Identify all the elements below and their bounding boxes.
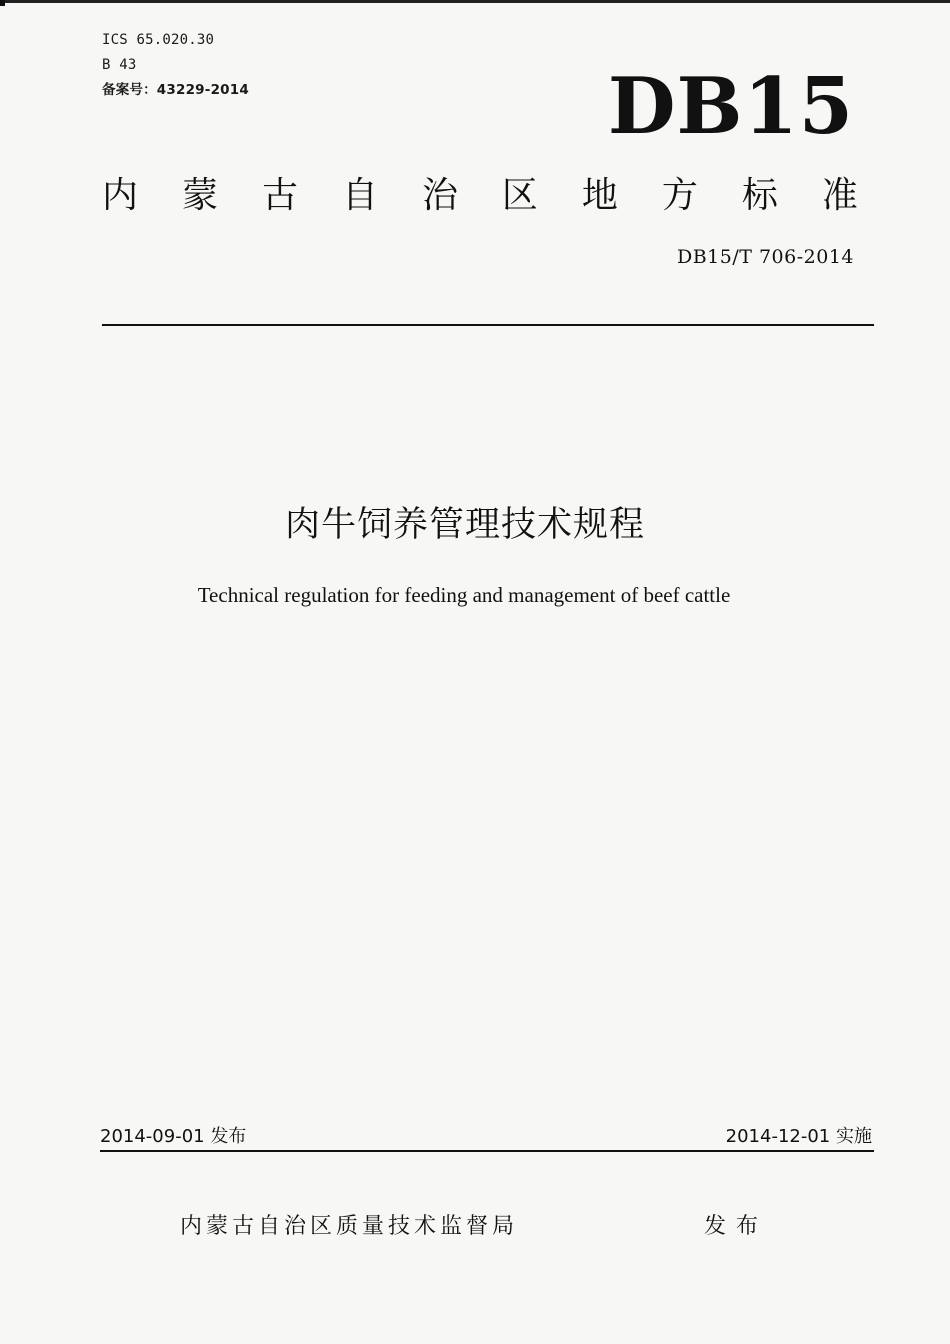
- standard-type-char: 内: [102, 175, 139, 216]
- issuing-authority: 内蒙古自治区质量技术监督局: [180, 1214, 519, 1239]
- effective-date: 2014-12-01 实施: [725, 1126, 872, 1147]
- classification-code: B 43: [102, 57, 137, 73]
- standard-type-char: 区: [501, 175, 538, 216]
- footer-divider: [100, 1150, 874, 1152]
- header-divider: [102, 324, 874, 326]
- standard-type-char: 准: [821, 175, 858, 216]
- standard-type-char: 治: [421, 175, 458, 216]
- scan-mark: [0, 0, 5, 6]
- standard-number: DB15/T 706-2014: [676, 246, 854, 268]
- standard-type-char: 自: [341, 175, 378, 216]
- issuer-action: 发布: [704, 1214, 769, 1239]
- standard-type-char: 地: [581, 175, 618, 216]
- standard-type-char: 蒙: [181, 175, 218, 216]
- ics-code: ICS 65.020.30: [102, 32, 215, 48]
- document-title-chinese: 肉牛饲养管理技术规程: [284, 505, 645, 545]
- document-title-english: Technical regulation for feeding and management of beef cattle: [197, 583, 731, 607]
- standard-type-heading: [102, 166, 858, 226]
- standard-type-char: 古: [261, 175, 298, 216]
- standard-type-char: 标: [741, 175, 778, 216]
- record-number: 备案号：43229-2014: [102, 82, 249, 98]
- standard-code-logo: DB15: [607, 61, 854, 152]
- scan-edge-top: [0, 0, 950, 3]
- standard-type-char: 方: [661, 175, 698, 216]
- issue-date: 2014-09-01 发布: [100, 1126, 247, 1147]
